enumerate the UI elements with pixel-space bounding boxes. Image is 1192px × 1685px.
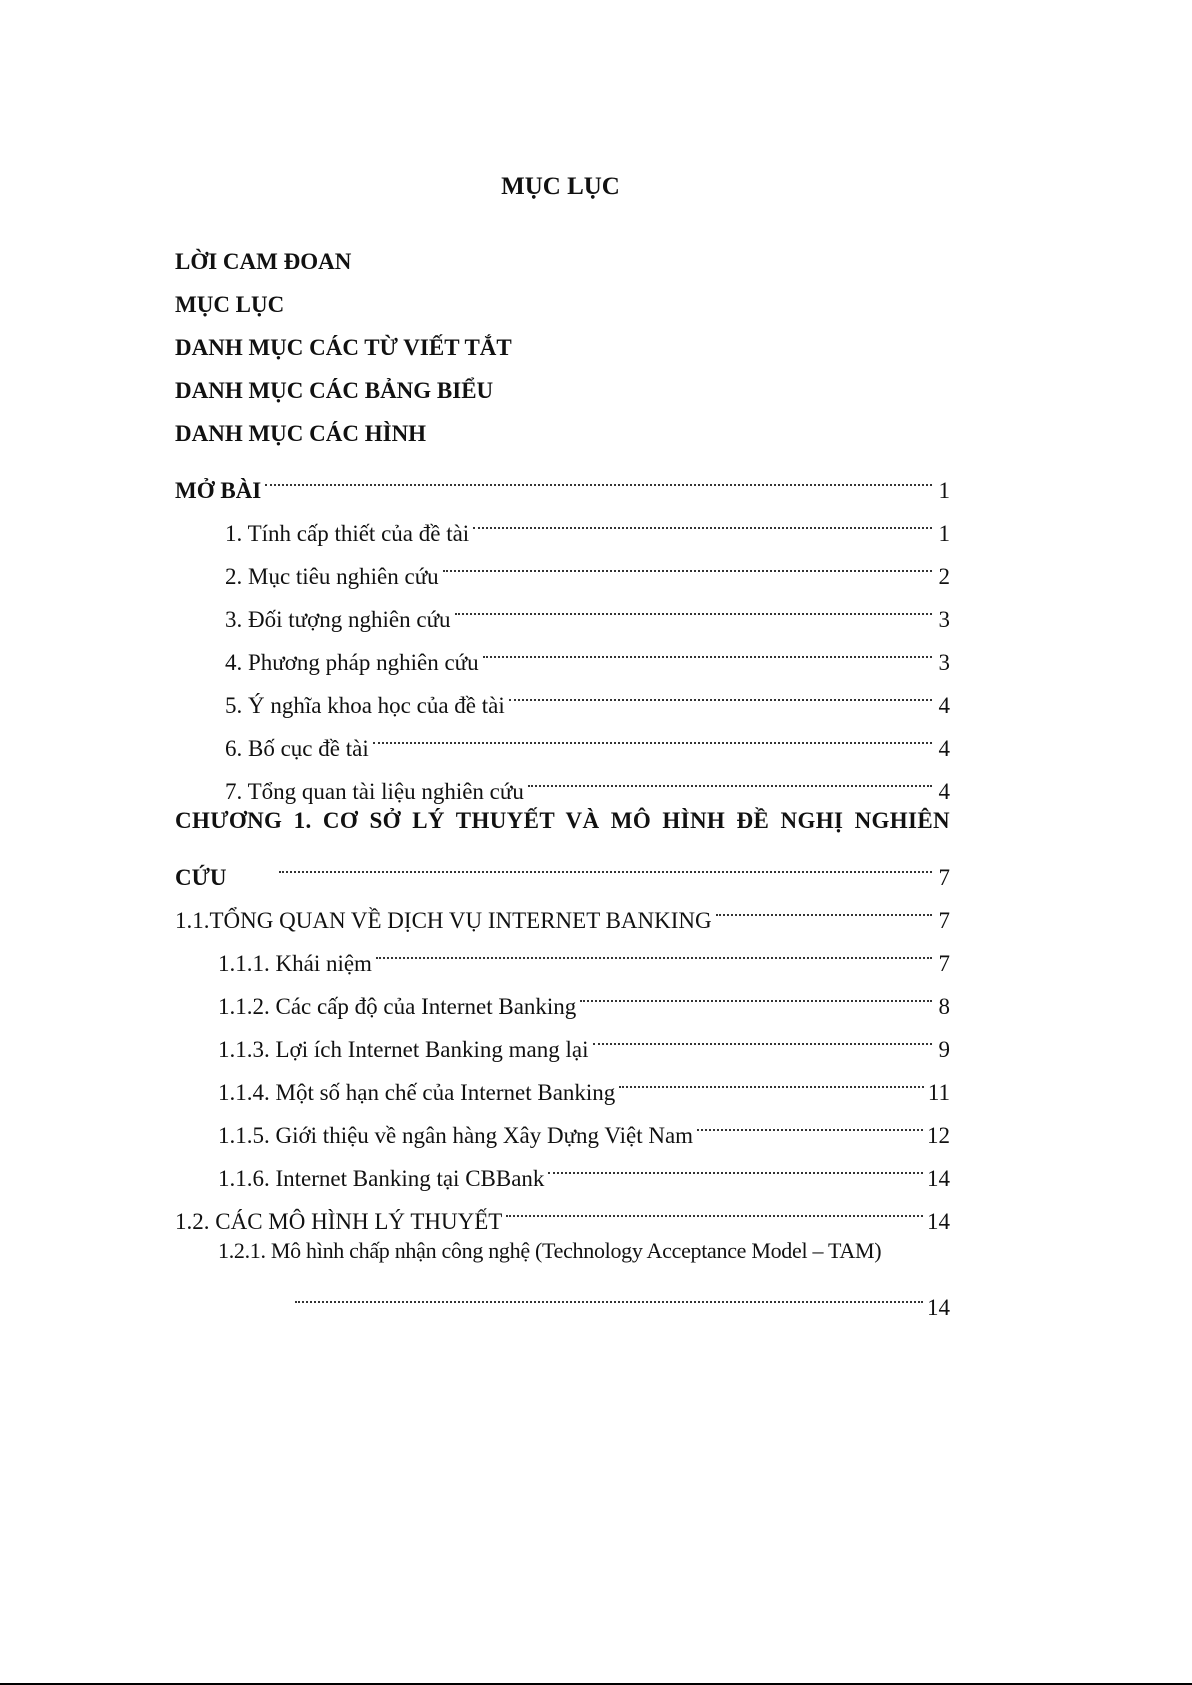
toc-page-number: 14 xyxy=(927,1166,950,1191)
dot-leader xyxy=(376,928,932,971)
toc-entry-1-1-1[interactable] xyxy=(175,928,950,976)
toc-entry-label: 1.1.TỔNG QUAN VỀ DỊCH VỤ INTERNET BANKING xyxy=(175,908,712,933)
toc-front-matter-tables[interactable]: DANH MỤC CÁC BẢNG BIỂU xyxy=(175,378,494,403)
page-title: MỤC LỤC xyxy=(501,173,620,200)
toc-entry-label: 6. Bố cục đề tài xyxy=(225,736,369,761)
toc-page-number: 2 xyxy=(938,564,950,589)
dot-leader xyxy=(279,842,932,885)
dot-leader xyxy=(697,1100,923,1143)
toc-entry-1-1-6[interactable] xyxy=(175,1143,950,1191)
toc-entry-label: 3. Đối tượng nghiên cứu xyxy=(225,607,451,632)
dot-leader xyxy=(483,627,932,670)
dot-leader xyxy=(580,971,932,1014)
toc-entry-label: 1.1.1. Khái niệm xyxy=(218,951,372,976)
toc-entry-label: 1.1.2. Các cấp độ của Internet Banking xyxy=(218,994,577,1019)
toc-entry-label: 4. Phương pháp nghiên cứu xyxy=(225,650,479,675)
toc-entry-1-1-5[interactable] xyxy=(175,1100,950,1148)
toc-entry-label: 1.1.5. Giới thiệu về ngân hàng Xây Dựng Việt Nam xyxy=(218,1123,694,1148)
dot-leader xyxy=(373,713,932,756)
dot-leader xyxy=(265,455,932,498)
toc-entry-section-1-1[interactable] xyxy=(175,885,950,933)
dot-leader xyxy=(506,1186,923,1229)
dot-leader xyxy=(593,1014,933,1057)
toc-entry-1-1-3[interactable] xyxy=(175,1014,950,1062)
toc-entry-1-1-2[interactable] xyxy=(175,971,950,1019)
toc-entry-label: 1.1.6. Internet Banking tại CBBank xyxy=(218,1166,545,1191)
toc-entry-label: 5. Ý nghĩa khoa học của đề tài xyxy=(225,693,505,718)
toc-page-number: 8 xyxy=(938,994,950,1019)
toc-entry-1-2-1-label[interactable]: 1.2.1. Mô hình chấp nhận công nghệ (Technology Acceptance Model – TAM) xyxy=(218,1238,882,1263)
toc-front-matter-figures[interactable]: DANH MỤC CÁC HÌNH xyxy=(175,421,427,446)
toc-entry-intro-4[interactable] xyxy=(175,627,950,675)
toc-page-number: 14 xyxy=(927,1209,950,1234)
toc-entry-1-1-4[interactable] xyxy=(175,1057,950,1105)
toc-page-number: 12 xyxy=(927,1123,950,1148)
toc-entry-label: 7. Tổng quan tài liệu nghiên cứu xyxy=(225,779,524,804)
toc-entry-intro-7[interactable] xyxy=(175,756,950,804)
toc-front-matter-abbreviations[interactable]: DANH MỤC CÁC TỪ VIẾT TẮT xyxy=(175,335,512,360)
dot-leader xyxy=(455,584,932,627)
toc-entry-intro-1[interactable] xyxy=(175,498,950,546)
table-of-contents xyxy=(175,240,950,1320)
toc-page-number: 7 xyxy=(938,865,950,890)
toc-entry-section-1-2[interactable] xyxy=(175,1186,950,1234)
toc-entry-intro-3[interactable] xyxy=(175,584,950,632)
toc-entry-label: 1.1.4. Một số hạn chế của Internet Banking xyxy=(218,1080,616,1105)
toc-entry-intro-5[interactable] xyxy=(175,670,950,718)
toc-entry-chapter-1[interactable] xyxy=(175,842,950,890)
dot-leader xyxy=(548,1143,923,1186)
toc-page-number: 7 xyxy=(938,908,950,933)
toc-chapter-1-heading[interactable]: CHƯƠNG 1. CƠ SỞ LÝ THUYẾT VÀ MÔ HÌNH ĐỀ NGHỊ NGHIÊN xyxy=(175,808,950,833)
toc-entry-label: 1. Tính cấp thiết của đề tài xyxy=(225,521,470,546)
dot-leader xyxy=(716,885,932,928)
toc-front-matter-declaration[interactable]: LỜI CAM ĐOAN xyxy=(175,249,352,274)
toc-page-number: 3 xyxy=(938,650,950,675)
dot-leader xyxy=(509,670,932,713)
toc-page-number: 3 xyxy=(938,607,950,632)
toc-entry-label: 2. Mục tiêu nghiên cứu xyxy=(225,564,439,589)
toc-page-number: 4 xyxy=(938,779,950,804)
toc-page-number: 4 xyxy=(938,736,950,761)
toc-page-number: 1 xyxy=(938,478,950,503)
toc-page-number: 14 xyxy=(927,1295,950,1320)
dot-leader xyxy=(473,498,932,541)
dot-leader xyxy=(443,541,932,584)
toc-page-number: 1 xyxy=(938,521,950,546)
toc-entry-label: MỞ BÀI xyxy=(175,478,262,503)
toc-page-number: 9 xyxy=(938,1037,950,1062)
toc-front-matter-contents[interactable]: MỤC LỤC xyxy=(175,292,285,317)
dot-leader xyxy=(295,1272,923,1315)
dot-leader xyxy=(619,1057,924,1100)
toc-entry-label: 1.2. CÁC MÔ HÌNH LÝ THUYẾT xyxy=(175,1209,503,1234)
toc-entry-intro-2[interactable] xyxy=(175,541,950,589)
toc-page-number: 4 xyxy=(938,693,950,718)
toc-entry-intro-6[interactable] xyxy=(175,713,950,761)
toc-entry-introduction[interactable] xyxy=(175,455,950,503)
toc-entry-label: 1.1.3. Lợi ích Internet Banking mang lại xyxy=(218,1037,589,1062)
toc-entry-label: CỨU xyxy=(175,865,227,890)
dot-leader xyxy=(528,756,932,799)
toc-page-number: 11 xyxy=(927,1080,950,1105)
toc-entry-1-2-1-page[interactable] xyxy=(175,1272,950,1320)
toc-page-number: 7 xyxy=(938,951,950,976)
